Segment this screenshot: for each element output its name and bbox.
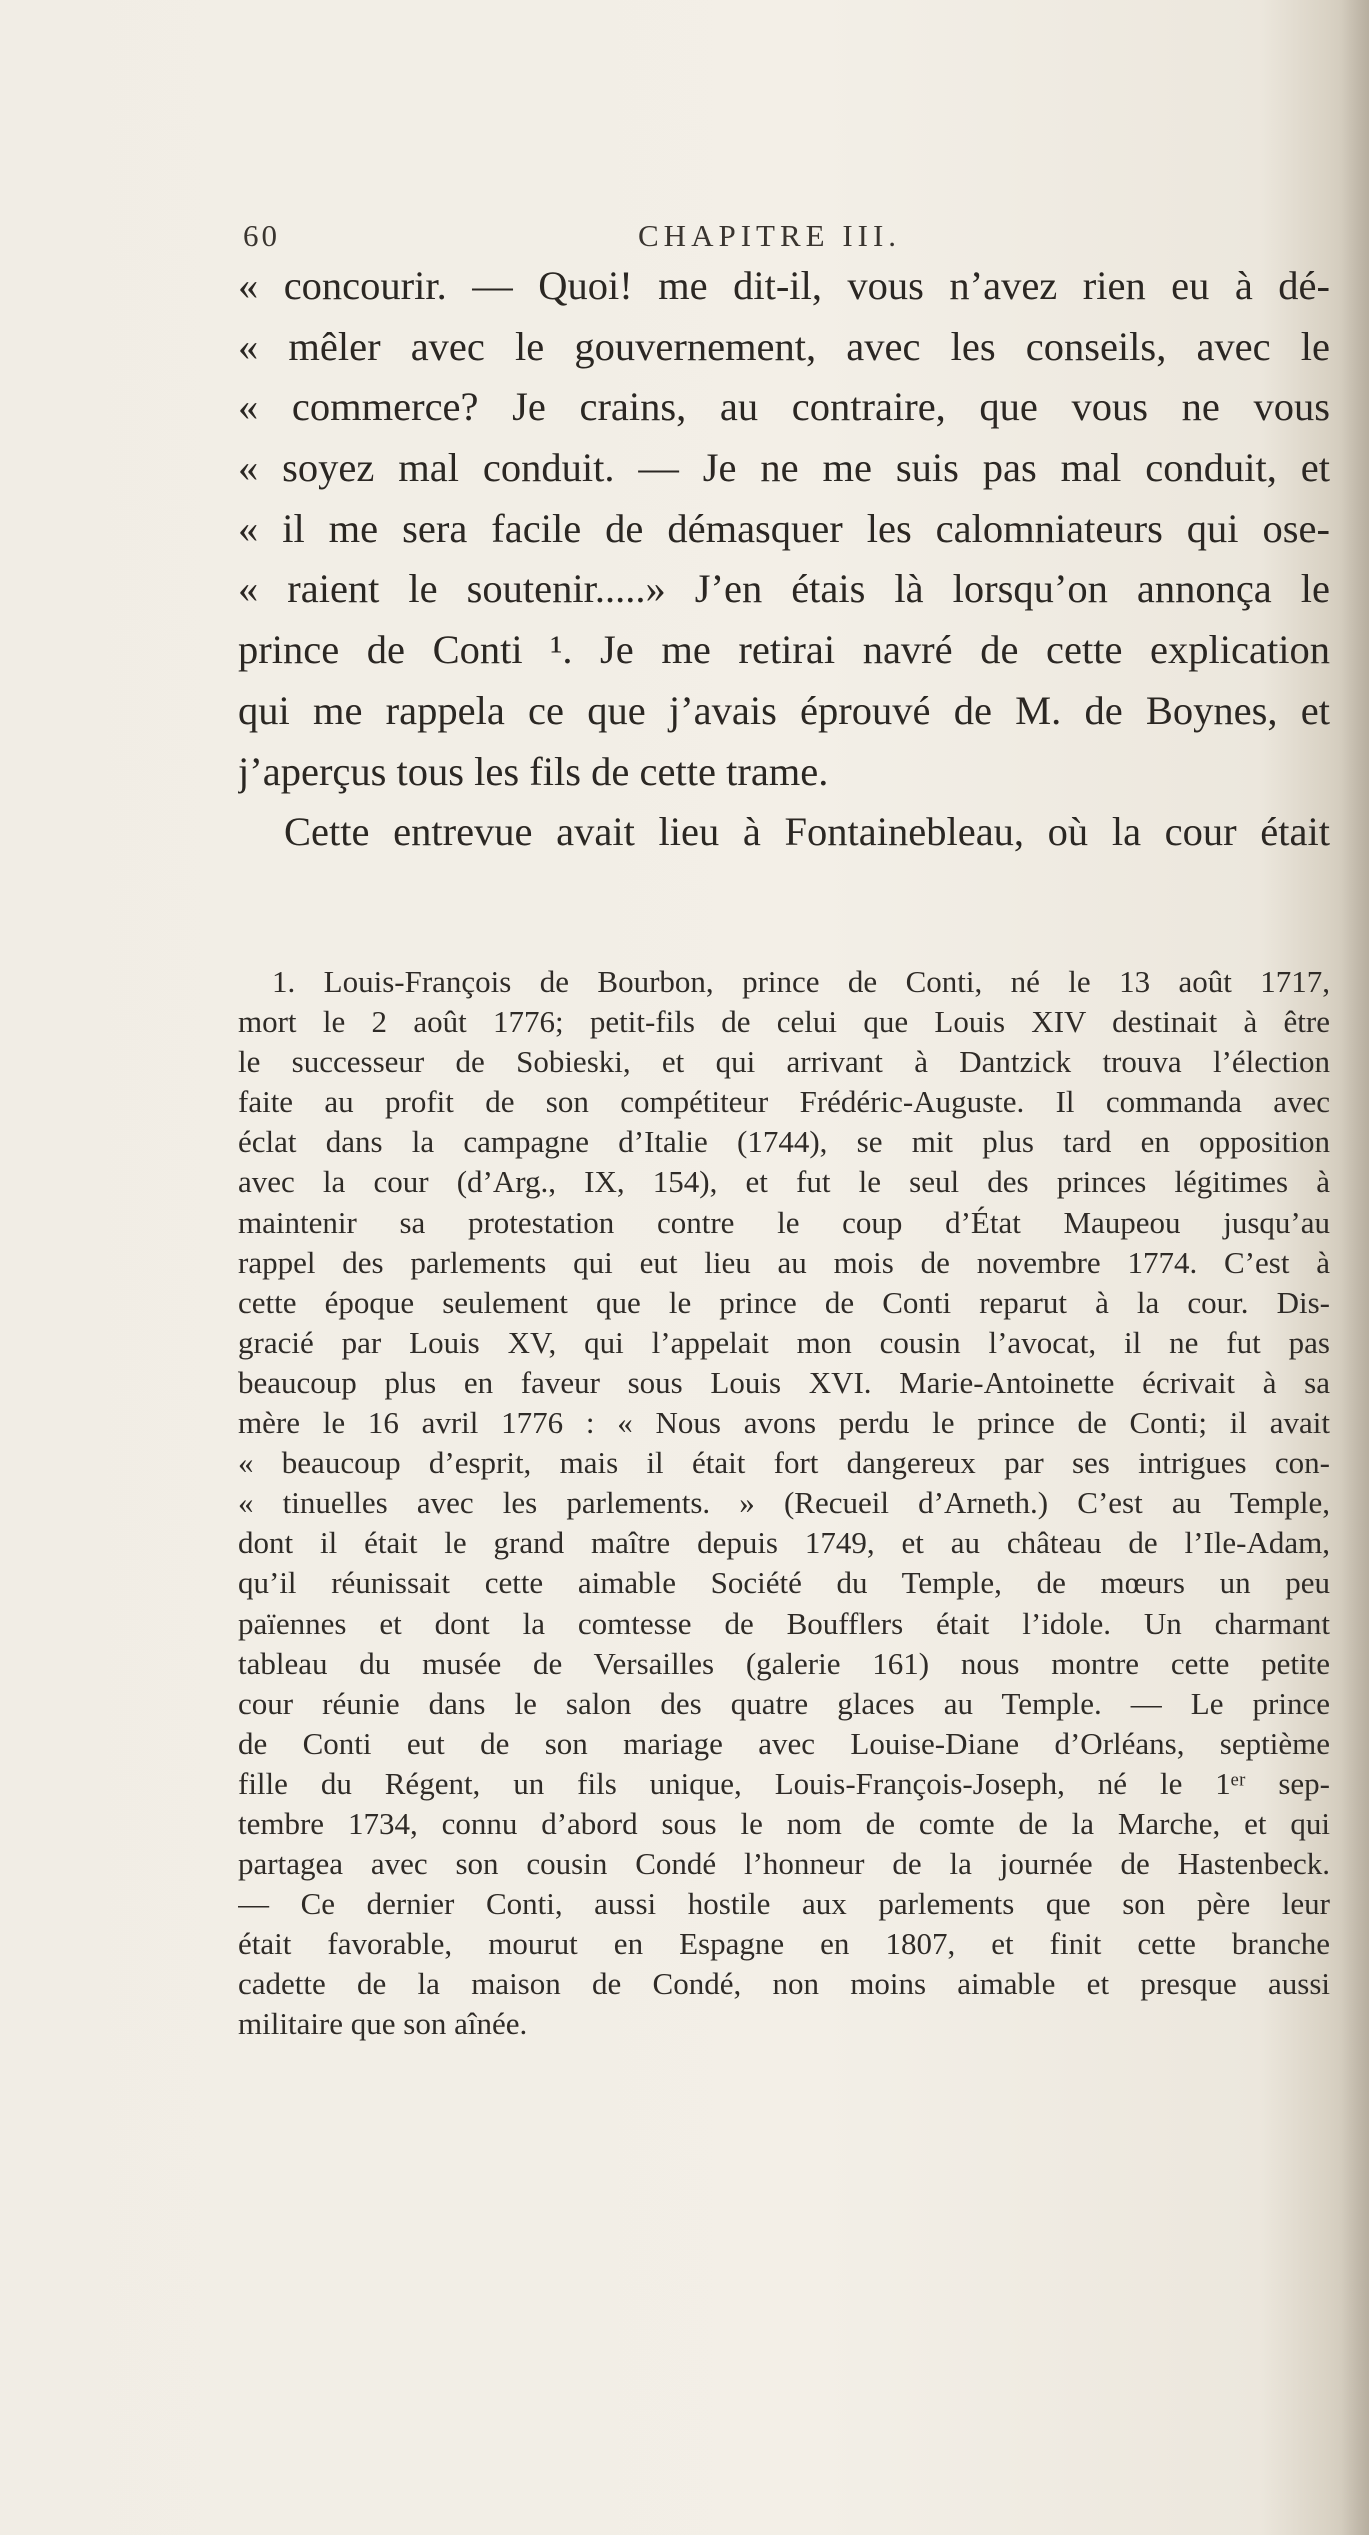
footnote-line: de Conti eut de son mariage avec Louise-Diane d’Orléans, septième: [238, 1725, 1330, 1761]
footnote: [238, 962, 1330, 2045]
footnote-line: militaire que son aînée.: [238, 2006, 528, 2042]
footnote-line: maintenir sa protestation contre le coup d’État Maupeou jusqu’au: [238, 1204, 1330, 1240]
footnote-line: tableau du musée de Versailles (galerie 161) nous montre cette petite: [238, 1645, 1330, 1681]
footnote-line: beaucoup plus en faveur sous Louis XVI. Marie-Antoinette écrivait à sa: [238, 1364, 1330, 1400]
page-number: 60: [243, 218, 280, 253]
footnote-line: païennes et dont la comtesse de Boufflers était l’idole. Un charmant: [238, 1605, 1330, 1641]
footnote-line: « beaucoup d’esprit, mais il était fort dangereux par ses intrigues con-: [238, 1445, 1330, 1481]
footnote-line: 1. Louis-François de Bourbon, prince de Conti, né le 13 août 1717,: [272, 964, 1330, 999]
footnote-line: faite au profit de son compétiteur Frédéric-Auguste. Il commanda avec: [238, 1084, 1330, 1120]
main-text: [238, 256, 1330, 863]
footnote-line: rappel des parlements qui eut lieu au mois de novembre 1774. C’est à: [238, 1244, 1330, 1280]
footnote-line: mère le 16 avril 1776 : « Nous avons perdu le prince de Conti; il avait: [238, 1405, 1330, 1441]
page-header: [243, 218, 1329, 258]
text-line: qui me rappela ce que j’avais éprouvé de M. de Boynes, et: [238, 687, 1330, 733]
running-head: CHAPITRE III.: [638, 218, 902, 253]
page-edge-shadow: [1341, 0, 1369, 2535]
footnote-line: cette époque seulement que le prince de Conti reparut à la cour. Dis-: [238, 1284, 1330, 1320]
footnote-line: était favorable, mourut en Espagne en 1807, et finit cette branche: [238, 1926, 1330, 1962]
text-line: « il me sera facile de démasquer les calomniateurs qui ose-: [238, 505, 1330, 551]
footnote-line: dont il était le grand maître depuis 1749, et au château de l’Ile-Adam,: [238, 1525, 1330, 1561]
footnote-line: fille du Régent, un fils unique, Louis-François-Joseph, né le 1ᵉʳ sep-: [238, 1765, 1330, 1801]
footnote-line: qu’il réunissait cette aimable Société du Temple, de mœurs un peu: [238, 1565, 1330, 1601]
text-line: j’aperçus tous les fils de cette trame.: [238, 748, 829, 794]
footnote-line: partagea avec son cousin Condé l’honneur de la journée de Hastenbeck.: [238, 1846, 1330, 1882]
footnote-line: le successeur de Sobieski, et qui arrivant à Dantzick trouva l’élection: [238, 1044, 1330, 1080]
footnote-line: éclat dans la campagne d’Italie (1744), se mit plus tard en opposition: [238, 1124, 1330, 1160]
footnote-line: avec la cour (d’Arg., IX, 154), et fut le seul des princes légitimes à: [238, 1164, 1330, 1200]
text-line: « raient le soutenir.....» J’en étais là lorsqu’on annonça le: [238, 566, 1330, 612]
footnote-line: cour réunie dans le salon des quatre glaces au Temple. — Le prince: [238, 1685, 1330, 1721]
footnote-line: — Ce dernier Conti, aussi hostile aux parlements que son père leur: [238, 1886, 1330, 1922]
footnote-line: « tinuelles avec les parlements. » (Recueil d’Arneth.) C’est au Temple,: [238, 1485, 1330, 1521]
text-line: « commerce? Je crains, au contraire, que vous ne vous: [238, 384, 1330, 430]
text-line: « mêler avec le gouvernement, avec les conseils, avec le: [238, 323, 1330, 369]
footnote-line: cadette de la maison de Condé, non moins aimable et presque aussi: [238, 1966, 1330, 2002]
text-line: prince de Conti ¹. Je me retirai navré de cette explication: [238, 627, 1330, 673]
text-line: « concourir. — Quoi! me dit-il, vous n’avez rien eu à dé-: [238, 263, 1330, 308]
text-line: « soyez mal conduit. — Je ne me suis pas mal conduit, et: [238, 445, 1330, 491]
footnote-line: mort le 2 août 1776; petit-fils de celui que Louis XIV destinait à être: [238, 1004, 1330, 1040]
footnote-line: tembre 1734, connu d’abord sous le nom de comte de la Marche, et qui: [238, 1805, 1330, 1841]
footnote-line: gracié par Louis XV, qui l’appelait mon cousin l’avocat, il ne fut pas: [238, 1324, 1330, 1360]
text-line: Cette entrevue avait lieu à Fontainebleau, où la cour était: [284, 809, 1330, 855]
